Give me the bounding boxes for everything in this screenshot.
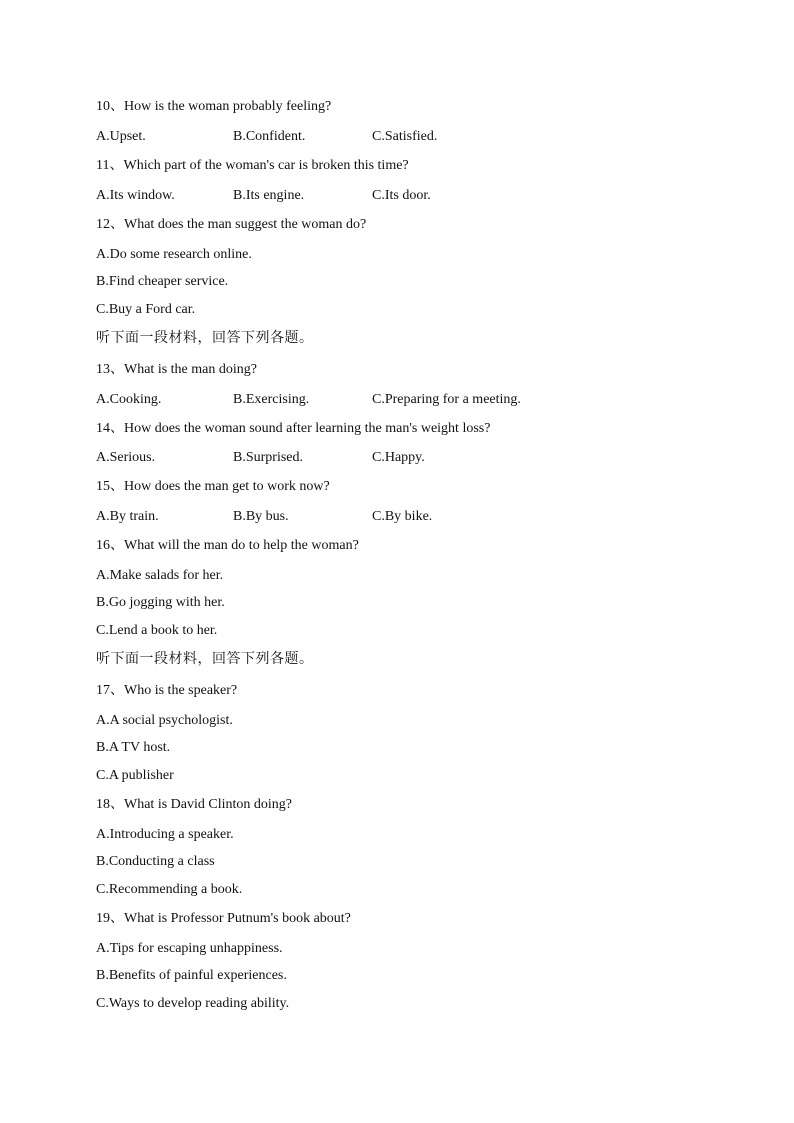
option-17-b: B.A TV host. xyxy=(96,740,171,755)
option-10-c: C.Satisfied. xyxy=(372,129,438,144)
option-17-c: C.A publisher xyxy=(96,768,174,783)
option-16-b: B.Go jogging with her. xyxy=(96,595,225,610)
option-11-b: B.Its engine. xyxy=(233,188,305,203)
question-19: 19、What is Professor Putnum's book about? xyxy=(96,911,351,926)
question-15: 15、How does the man get to work now? xyxy=(96,479,330,494)
option-14-b: B.Surprised. xyxy=(233,450,303,465)
question-13: 13、What is the man doing? xyxy=(96,362,257,377)
option-18-a: A.Introducing a speaker. xyxy=(96,827,234,842)
question-18: 18、What is David Clinton doing? xyxy=(96,797,292,812)
section-instruction: 听下面一段材料，回答下列各题。 xyxy=(96,651,314,667)
option-13-c: C.Preparing for a meeting. xyxy=(372,392,521,407)
section-instruction: 听下面一段材料，回答下列各题。 xyxy=(96,330,314,346)
option-19-a: A.Tips for escaping unhappiness. xyxy=(96,941,283,956)
option-18-b: B.Conducting a class xyxy=(96,854,215,869)
option-16-c: C.Lend a book to her. xyxy=(96,623,218,638)
option-11-c: C.Its door. xyxy=(372,188,431,203)
option-17-a: A.A social psychologist. xyxy=(96,713,233,728)
option-14-a: A.Serious. xyxy=(96,450,156,465)
question-16: 16、What will the man do to help the woman? xyxy=(96,538,359,553)
option-15-c: C.By bike. xyxy=(372,509,433,524)
question-11: 11、Which part of the woman's car is broken this time? xyxy=(96,158,409,173)
option-19-b: B.Benefits of painful experiences. xyxy=(96,968,287,983)
option-12-b: B.Find cheaper service. xyxy=(96,274,229,289)
option-10-b: B.Confident. xyxy=(233,129,306,144)
option-12-a: A.Do some research online. xyxy=(96,247,252,262)
option-15-b: B.By bus. xyxy=(233,509,289,524)
option-19-c: C.Ways to develop reading ability. xyxy=(96,996,290,1011)
question-17: 17、Who is the speaker? xyxy=(96,683,238,698)
question-10: 10、How is the woman probably feeling? xyxy=(96,99,332,114)
option-12-c: C.Buy a Ford car. xyxy=(96,302,196,317)
question-12: 12、What does the man suggest the woman do? xyxy=(96,217,367,232)
option-13-a: A.Cooking. xyxy=(96,392,162,407)
option-18-c: C.Recommending a book. xyxy=(96,882,243,897)
option-15-a: A.By train. xyxy=(96,509,159,524)
option-16-a: A.Make salads for her. xyxy=(96,568,224,583)
option-13-b: B.Exercising. xyxy=(233,392,310,407)
option-14-c: C.Happy. xyxy=(372,450,425,465)
option-10-a: A.Upset. xyxy=(96,129,146,144)
option-11-a: A.Its window. xyxy=(96,188,175,203)
question-14: 14、How does the woman sound after learning the man's weight loss? xyxy=(96,421,491,436)
